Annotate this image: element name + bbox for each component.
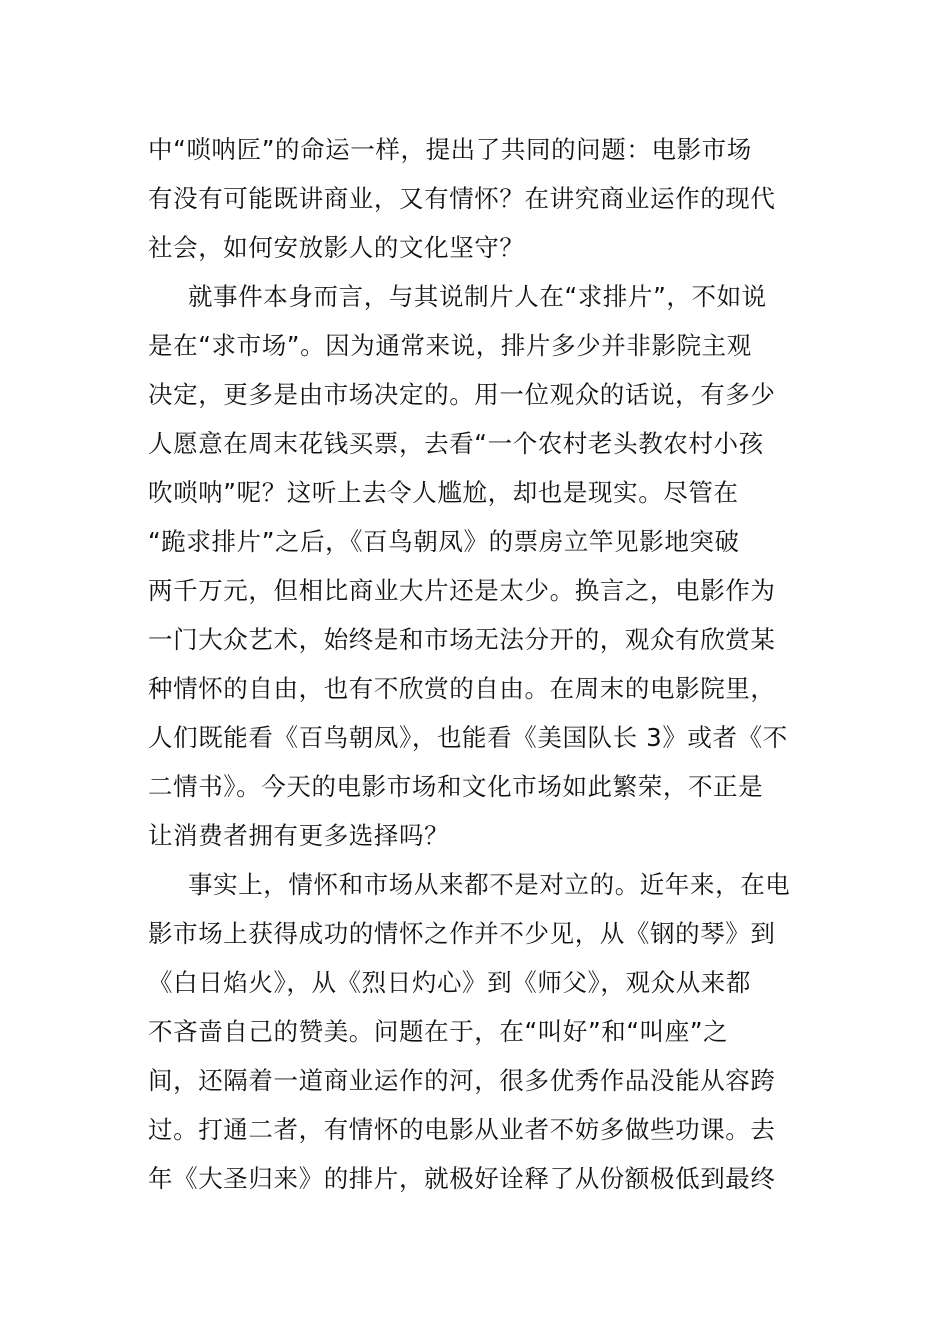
text-line: 吹唢呐”呢？这听上去令人尴尬，却也是现实。尽管在 [148,478,739,507]
paragraph-start-line: 事实上，情怀和市场从来都不是对立的。近年来，在电 [188,870,791,899]
text-line: 过。打通二者，有情怀的电影从业者不妨多做些功课。去 [148,1115,776,1144]
paragraph-start-line: 就事件本身而言，与其说制片人在“求排片”，不如说 [188,282,767,311]
text-line: 种情怀的自由，也有不欣赏的自由。在周末的电影院里， [148,674,776,703]
text-line: 《白日焰火》，从《烈日灼心》到《师父》，观众从来都 [148,968,751,997]
text-line: 社会，如何安放影人的文化坚守？ [148,233,525,262]
text-line: “跪求排片”之后，《百鸟朝凤》的票房立竿见影地突破 [148,527,740,556]
text-line: 人们既能看《百鸟朝凤》，也能看《美国队长 3》或者《不 [148,723,788,752]
text-line: 二情书》。今天的电影市场和文化市场如此繁荣，不正是 [148,772,764,801]
text-line: 年《大圣归来》的排片，就极好诠释了从份额极低到最终 [148,1164,776,1193]
text-line: 人愿意在周末花钱买票，去看“一个农村老头教农村小孩 [148,429,764,458]
text-line: 间，还隔着一道商业运作的河，很多优秀作品没能从容跨 [148,1066,776,1095]
text-line: 是在“求市场”。因为通常来说，排片多少并非影院主观 [148,331,752,360]
text-line: 影市场上获得成功的情怀之作并不少见，从《钢的琴》到 [148,919,776,948]
text-line: 两千万元，但相比商业大片还是太少。换言之，电影作为 [148,576,776,605]
text-line: 不吝啬自己的赞美。问题在于，在“叫好”和“叫座”之 [148,1017,729,1046]
article-body [148,125,808,1203]
text-line: 有没有可能既讲商业，又有情怀？在讲究商业运作的现代 [148,184,776,213]
text-line: 一门大众艺术，始终是和市场无法分开的，观众有欣赏某 [148,625,776,654]
text-line: 中“唢呐匠”的命运一样，提出了共同的问题：电影市场 [148,135,752,164]
text-line: 让消费者拥有更多选择吗？ [148,821,450,850]
text-line: 决定，更多是由市场决定的。用一位观众的话说，有多少 [148,380,776,409]
